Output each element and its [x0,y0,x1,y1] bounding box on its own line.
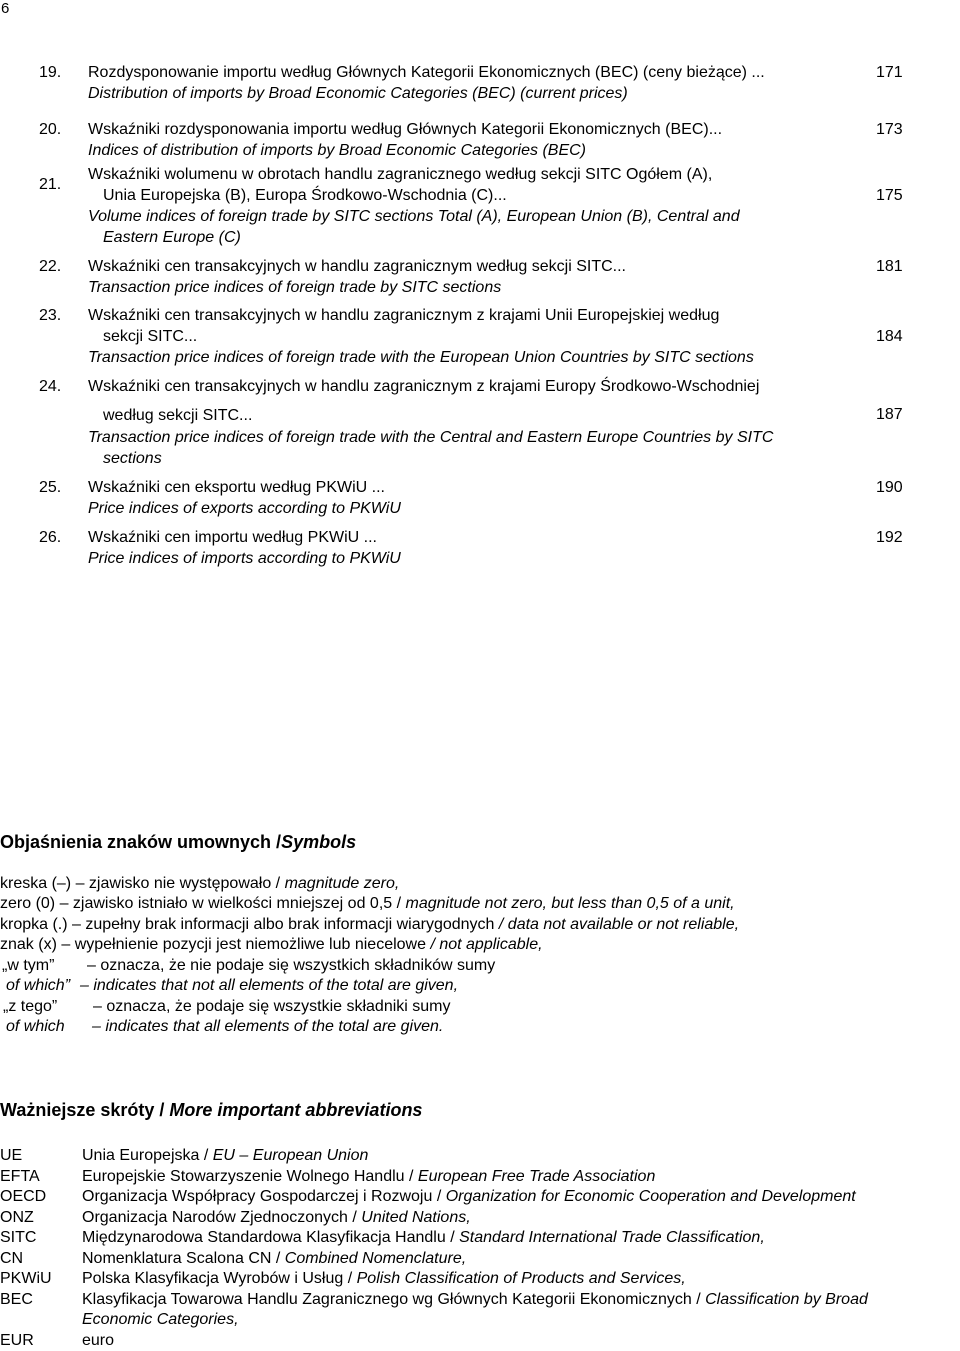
toc-page: 184 [876,328,903,345]
toc-number: 21. [39,176,62,193]
symbol-row [0,894,735,914]
toc-title-pl[interactable]: Wskaźniki cen transakcyjnych w handlu zagranicznym według sekcji SITC... [88,258,626,275]
abbreviation: CN [0,1250,24,1267]
toc-page: 187 [876,406,903,423]
toc-title-pl[interactable]: Wskaźniki rozdysponowania importu według Głównych Kategorii Ekonomicznych (BEC)... [88,121,723,138]
toc-number: 26. [39,529,62,546]
toc-title-en: Transaction price indices of foreign trade by SITC sections [88,279,502,296]
abbreviation-desc [82,1167,655,1187]
abbr-desc-pl: Polska Klasyfikacja Wyrobów i Usług / [82,1270,353,1287]
abbr-desc-pl: Klasyfikacja Towarowa Handlu Zagranicznego wg Głównych Kategorii Ekonomicznych / [82,1291,701,1308]
symbol-desc-en: magnitude not zero, but less than 0,5 of a unit, [405,895,735,912]
abbr-desc-en: Combined Nomenclature, [284,1250,467,1267]
abbr-desc-pl: Europejskie Stowarzyszenie Wolnego Handlu / [82,1168,414,1185]
abbreviation: UE [0,1147,23,1164]
symbol: kropka (.) [0,916,68,933]
abbr-desc-pl: Organizacja Narodów Zjednoczonych / [82,1209,357,1226]
toc-title-pl[interactable]: Unia Europejska (B), Europa Środkowo-Wschodnia (C)... [103,187,507,204]
abbreviations-heading [0,1100,422,1120]
toc-page: 190 [876,479,903,496]
symbol-desc-en: – indicates that all elements of the total are given. [92,1018,444,1035]
toc-title-pl[interactable]: Rozdysponowanie importu według Głównych Kategorii Ekonomicznych (BEC) (ceny bieżące) ... [88,64,765,81]
abbr-desc-pl: Unia Europejska / [82,1147,209,1164]
abbr-desc-en: Standard International Trade Classification, [459,1229,765,1246]
abbr-desc-en: United Nations, [361,1209,471,1226]
toc-page: 181 [876,258,903,275]
symbol: kreska (–) [0,875,72,892]
abbreviation-desc [82,1146,368,1166]
toc-title-pl[interactable]: według sekcji SITC... [103,407,253,424]
symbol: „w tym” [2,957,55,974]
abbreviation-desc [82,1290,868,1310]
abbr-desc-pl: Międzynarodowa Standardowa Klasyfikacja Handlu / [82,1229,455,1246]
abbreviation-desc [82,1249,466,1269]
toc-number: 25. [39,479,62,496]
toc-title-en: Indices of distribution of imports by Broad Economic Categories (BEC) [88,142,586,159]
symbol: of which” [6,977,71,994]
toc-title-pl[interactable]: Wskaźniki cen eksportu według PKWiU ... [88,479,385,496]
toc-page: 173 [876,121,903,138]
abbreviation: SITC [0,1229,37,1246]
symbol-desc-en: / not applicable, [430,936,543,953]
toc-title-en: Transaction price indices of foreign trade with the European Union Countries by SITC sections [88,349,754,366]
toc-page: 192 [876,529,903,546]
toc-page: 171 [876,64,903,81]
abbreviation-desc [82,1208,471,1228]
symbol: zero (0) [0,895,56,912]
abbr-desc-en: Polish Classification of Products and Services, [356,1270,686,1287]
symbols-heading-en: Symbols [281,832,357,852]
abbr-desc-en: European Free Trade Association [417,1168,656,1185]
toc-number: 19. [39,64,62,81]
abbreviation: EFTA [0,1168,40,1185]
toc-title-en: Eastern Europe (C) [103,229,241,246]
abbreviations-heading-pl: Ważniejsze skróty / [0,1100,165,1120]
abbreviation: EUR [0,1332,34,1349]
abbreviation: ONZ [0,1209,34,1226]
toc-title-en: Price indices of imports according to PKWiU [88,550,401,567]
abbr-desc-en: EU – European Union [212,1147,369,1164]
abbreviation-desc [82,1269,686,1289]
abbreviation-desc [82,1228,765,1248]
toc-number: 20. [39,121,62,138]
abbr-desc-en: Classification by Broad [705,1291,868,1308]
toc-number: 24. [39,378,62,395]
abbr-desc-pl: Organizacja Współpracy Gospodarczej i Rozwoju / [82,1188,442,1205]
symbol-row [0,874,399,894]
abbreviation: BEC [0,1291,33,1308]
abbreviation: PKWiU [0,1270,52,1287]
symbol: of which [6,1018,65,1035]
toc-title-en: Transaction price indices of foreign trade with the Central and Eastern Europe Countries by SITC [88,429,774,446]
symbols-heading [0,832,356,852]
symbol-desc-pl: – zjawisko istniało w wielkości mniejszej od 0,5 / [59,895,402,912]
toc-title-en: Price indices of exports according to PKWiU [88,500,401,517]
abbreviation-desc: euro [82,1332,115,1349]
symbol-desc-en: magnitude zero, [284,875,400,892]
symbol-desc-pl: – zjawisko nie występowało / [75,875,281,892]
symbol-desc-en: – indicates that not all elements of the total are given, [80,977,459,994]
toc-title-pl[interactable]: Wskaźniki cen importu według PKWiU ... [88,529,377,546]
toc-title-pl[interactable]: Wskaźniki cen transakcyjnych w handlu zagranicznym z krajami Europy Środkowo-Wschodniej [88,378,760,395]
abbreviations-heading-en: More important abbreviations [169,1100,423,1120]
symbol-desc-pl: – oznacza, że nie podaje się wszystkich składników sumy [87,957,496,974]
toc-title-en: Distribution of imports by Broad Economic Categories (BEC) (current prices) [88,85,628,102]
symbol-desc-pl: – oznacza, że podaje się wszystkie składniki sumy [93,998,451,1015]
toc-title-en: sections [103,450,162,467]
toc-title-pl[interactable]: Wskaźniki wolumenu w obrotach handlu zagranicznego według sekcji SITC Ogółem (A), [88,166,713,183]
symbol-desc-pl: – wypełnienie pozycji jest niemożliwe lub niecelowe [61,936,426,953]
toc-title-en: Volume indices of foreign trade by SITC sections Total (A), European Union (B), Central and [88,208,740,225]
abbr-desc-en: Economic Categories, [82,1311,239,1328]
toc-title-pl[interactable]: Wskaźniki cen transakcyjnych w handlu zagranicznym z krajami Unii Europejskiej według [88,307,720,324]
toc-number: 23. [39,307,62,324]
symbols-heading-pl: Objaśnienia znaków umownych / [0,832,282,852]
symbol-row [0,915,739,935]
symbol: „z tego” [3,998,58,1015]
symbol: znak (x) [0,936,57,953]
symbol-row [2,956,54,976]
toc-title-pl[interactable]: sekcji SITC... [103,328,198,345]
abbr-desc-en: Organization for Economic Cooperation and Development [445,1188,856,1205]
abbreviation-desc [82,1187,856,1207]
symbol-desc-pl: – zupełny brak informacji albo brak informacji wiarygodnych [72,916,495,933]
abbreviation: OECD [0,1188,47,1205]
abbr-desc-pl: Nomenklatura Scalona CN / [82,1250,281,1267]
toc-page: 175 [876,187,903,204]
toc-number: 22. [39,258,62,275]
page-number: 6 [1,0,10,17]
symbol-row [0,935,543,955]
symbol-desc-en: / data not available or not reliable, [498,916,740,933]
